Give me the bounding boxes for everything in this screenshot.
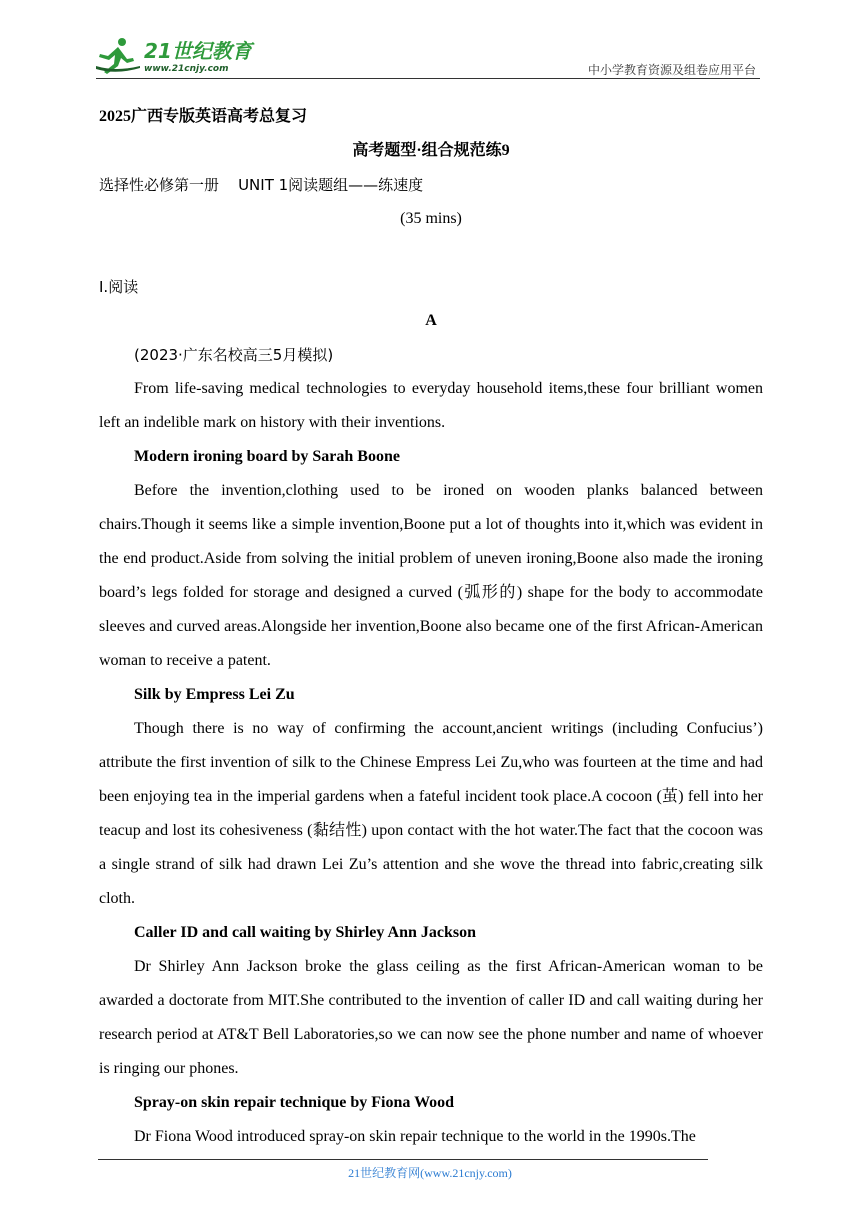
time-limit: (35 mins) bbox=[400, 210, 462, 227]
section-text-ironing-board: Before the invention,clothing used to be ironed on wooden planks balanced between chairs.Though it seems like a simple invention,Boone put a lot of thoughts into it,which was evident in the end product.Aside from solving the initial problem of uneven ironing,Boone also made the ironing board’s legs folded for storage and designed a curved (弧形的) shape for the body to accommodate sleeves and curved areas.Alongside her invention,Boone also became one of the first African-American woman to receive a patent. bbox=[99, 482, 763, 669]
section-heading-ironing-board: Modern ironing board by Sarah Boone bbox=[134, 448, 400, 465]
svg-text:www.21cnjy.com: www.21cnjy.com bbox=[144, 64, 229, 74]
section-text-silk: Though there is no way of confirming the account,ancient writings (including Confucius’) attribute the first invention of silk to the Chinese Empress Lei Zu,who was fourteen at the time and had been enjoying tea in the imperial gardens when a fateful incident took place.A cocoon (茧) fell into her teacup and lost its cohesiveness (黏结性) upon contact with the hot water.The fact that the cocoon was a single strand of silk had drawn Lei Zu’s attention and she wove the thread into fabric,creating silk cloth. bbox=[99, 720, 763, 907]
runner-logo-icon bbox=[96, 36, 266, 76]
section-text-spray-skin: Dr Fiona Wood introduced spray-on skin repair technique to the world in the 1990s.The bbox=[134, 1128, 696, 1145]
header-tagline: 中小学教育资源及组卷应用平台 bbox=[587, 63, 756, 77]
spacer bbox=[99, 236, 763, 270]
section-text-caller-id: Dr Shirley Ann Jackson broke the glass ceiling as the first African-American woman to be awarded a doctorate from MIT.She contributed to the invention of caller ID and call waiting during her research period at AT&T Bell Laboratories,so we can now see the phone number and name of whoever is ringing our phones. bbox=[99, 958, 763, 1077]
series-title: 2025广西专版英语高考总复习 bbox=[99, 108, 308, 125]
section-heading-silk: Silk by Empress Lei Zu bbox=[134, 686, 295, 703]
page-header bbox=[96, 32, 760, 80]
worksheet-title: 高考题型·组合规范练9 bbox=[352, 142, 510, 159]
header-divider bbox=[96, 78, 760, 79]
section-heading-spray-skin: Spray-on skin repair technique by Fiona Wood bbox=[134, 1094, 455, 1111]
footer-divider bbox=[98, 1159, 708, 1160]
document-body bbox=[99, 100, 763, 1154]
footer-link[interactable]: 21世纪教育网(www.21cnjy.com) bbox=[348, 1166, 512, 1180]
site-logo[interactable] bbox=[96, 36, 266, 76]
section-heading: Ⅰ.阅读 bbox=[99, 278, 139, 296]
section-heading-caller-id: Caller ID and call waiting by Shirley Ann Jackson bbox=[134, 924, 476, 941]
passage-source: (2023·广东名校高三5月模拟) bbox=[134, 346, 334, 364]
passage-letter: A bbox=[425, 312, 437, 329]
worksheet-subtitle: 选择性必修第一册 UNIT 1阅读题组——练速度 bbox=[99, 176, 424, 194]
svg-text:21世纪教育: 21世纪教育 bbox=[144, 39, 252, 63]
intro-paragraph: From life-saving medical technologies to everyday household items,these four brilliant women left an indelible mark on history with their inventions. bbox=[99, 380, 763, 431]
